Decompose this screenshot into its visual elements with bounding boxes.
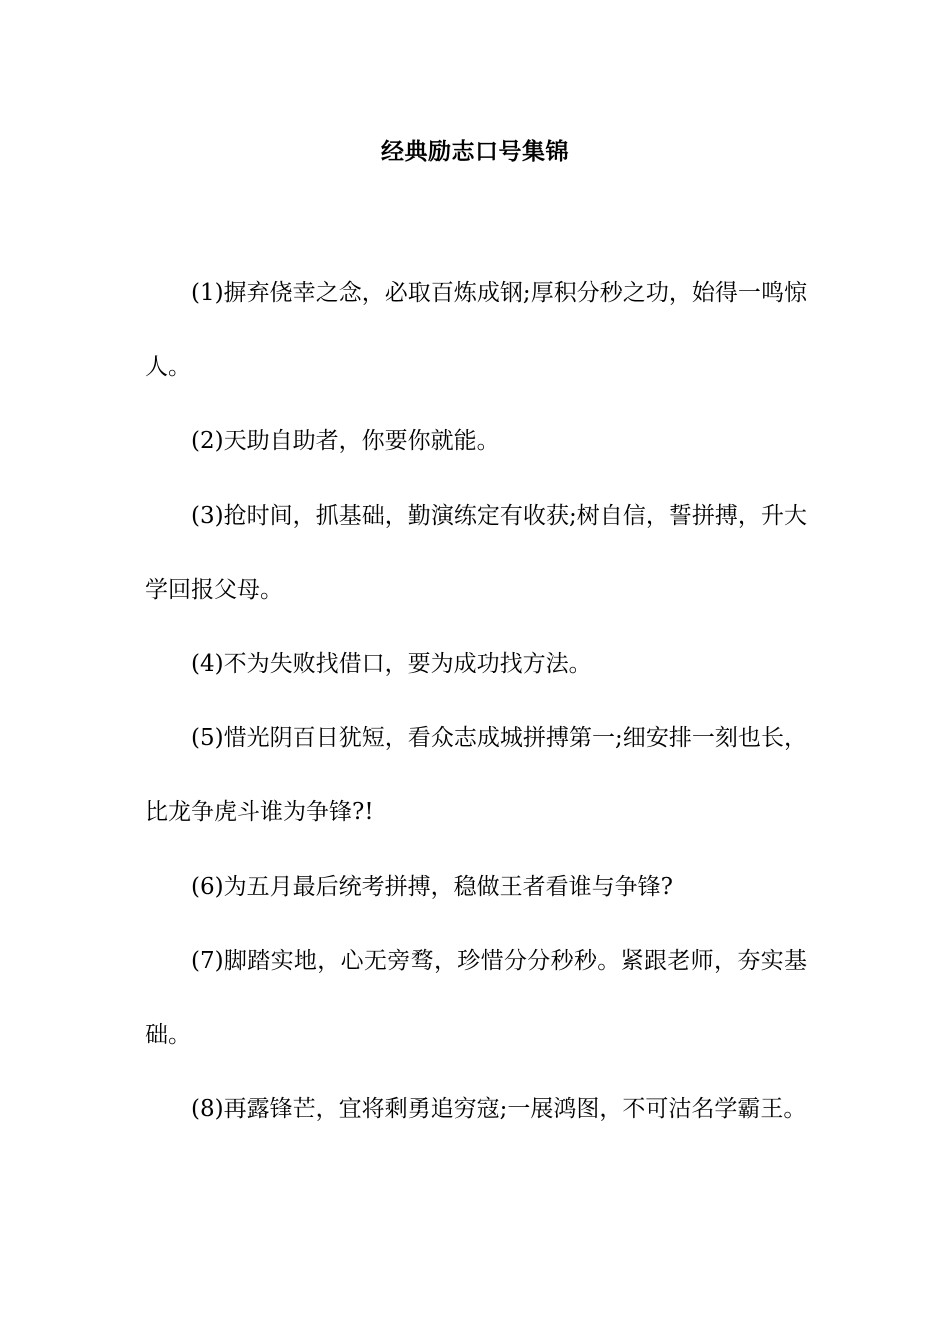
slogan-paragraph-6: (6)为五月最后统考拼搏，稳做王者看谁与争锋? (191, 873, 673, 900)
document-body (145, 256, 807, 1146)
slogan-paragraph-4: (4)不为失败找借口，要为成功找方法。 (191, 651, 592, 678)
slogan-paragraph-3: (3)抢时间，抓基础，勤演练定有收获;树自信，誓拼搏，升大学回报父母。 (145, 502, 807, 603)
slogan-paragraph-8: (8)再露锋芒，宜将剩勇追穷寇;一展鸿图，不可沽名学霸王。 (191, 1096, 807, 1123)
document-title: 经典励志口号集锦 (381, 139, 569, 165)
slogan-paragraph-2: (2)天助自助者，你要你就能。 (191, 428, 500, 455)
slogan-paragraph-1: (1)摒弃侥幸之念，必取百炼成钢;厚积分秒之功，始得一鸣惊人。 (145, 280, 807, 381)
slogan-paragraph-7: (7)脚踏实地，心无旁骛，珍惜分分秒秒。紧跟老师，夯实基础。 (145, 947, 807, 1049)
slogan-paragraph-5: (5)惜光阴百日犹短，看众志成城拼搏第一;细安排一刻也长，比龙争虎斗谁为争锋?! (145, 725, 807, 826)
